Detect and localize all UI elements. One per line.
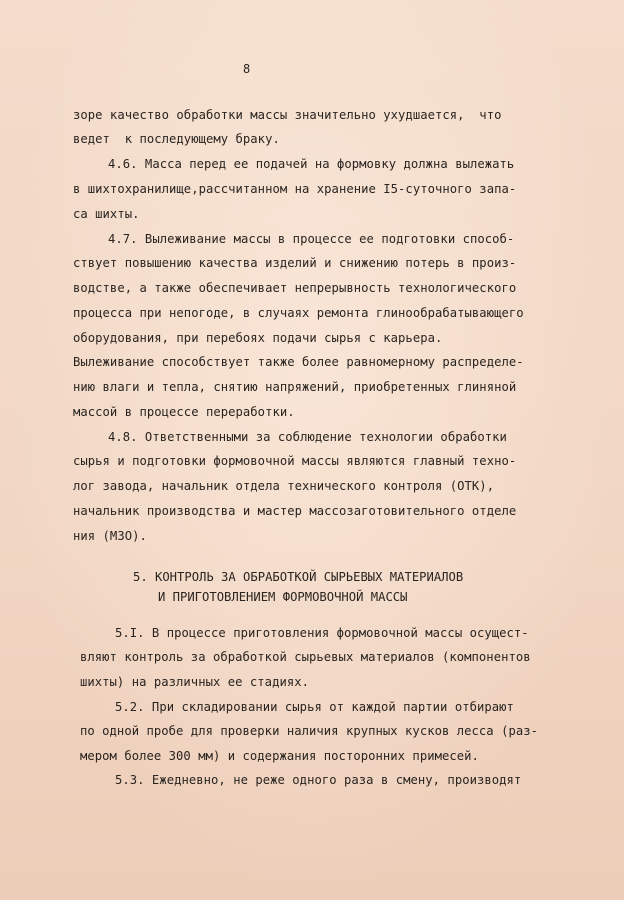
text-line: мером более 300 мм) и содержания посторонних примесей. — [80, 749, 479, 763]
text-line: процесса при непогоде, в случаях ремонта глинообрабатывающего — [73, 306, 524, 320]
text-line: начальник производства и мастер массозаготовительного отделе — [73, 504, 517, 518]
page-number: 8 — [243, 62, 251, 76]
text-line: массой в процессе переработки. — [73, 405, 295, 419]
text-line: зоре качество обработки массы значительно ухудшается, что — [73, 108, 502, 122]
paragraph-first-line: 4.6. Масса перед ее подачей на формовку должна вылежать — [108, 157, 515, 171]
text-line: Вылеживание способствует также более равномерному распределе- — [73, 355, 524, 369]
paragraph-first-line: 5.3. Ежедневно, не реже одного раза в смену, производят — [115, 773, 522, 787]
text-line: ния (МЗО). — [73, 529, 147, 543]
text-line: са шихты. — [73, 207, 140, 221]
text-line: сырья и подготовки формовочной массы являются главный техно- — [73, 454, 517, 468]
section-heading-line-2: И ПРИГОТОВЛЕНИЕМ ФОРМОВОЧНОЙ МАССЫ — [158, 590, 408, 604]
text-line: в шихтохранилище,рассчитанном на хранение I5-суточного запа- — [73, 182, 517, 196]
paragraph-first-line: 5.2. При складировании сырья от каждой партии отбирают — [115, 700, 514, 714]
paragraph-first-line: 4.7. Вылеживание массы в процессе ее подготовки способ- — [108, 232, 515, 246]
text-line: ведет к последующему браку. — [73, 132, 280, 146]
section-heading-line-1: 5. КОНТРОЛЬ ЗА ОБРАБОТКОЙ СЫРЬЕВЫХ МАТЕРИАЛОВ — [133, 570, 464, 584]
text-line: вляют контроль за обработкой сырьевых материалов (компонентов — [80, 650, 531, 664]
text-line: ствует повышению качества изделий и снижению потерь в произ- — [73, 256, 517, 270]
text-line: шихты) на различных ее стадиях. — [80, 675, 310, 689]
text-line: нию влаги и тепла, снятию напряжений, приобретенных глиняной — [73, 380, 517, 394]
text-line: по одной пробе для проверки наличия крупных кусков лесса (раз- — [80, 724, 539, 738]
text-line: оборудования, при перебоях подачи сырья с карьера. — [73, 331, 443, 345]
text-line: лог завода, начальник отдела технического контроля (ОТК), — [73, 479, 495, 493]
text-line: водстве, а также обеспечивает непрерывность технологического — [73, 281, 517, 295]
paragraph-first-line: 4.8. Ответственными за соблюдение технологии обработки — [108, 430, 507, 444]
paragraph-first-line: 5.I. В процессе приготовления формовочной массы осущест- — [115, 626, 529, 640]
